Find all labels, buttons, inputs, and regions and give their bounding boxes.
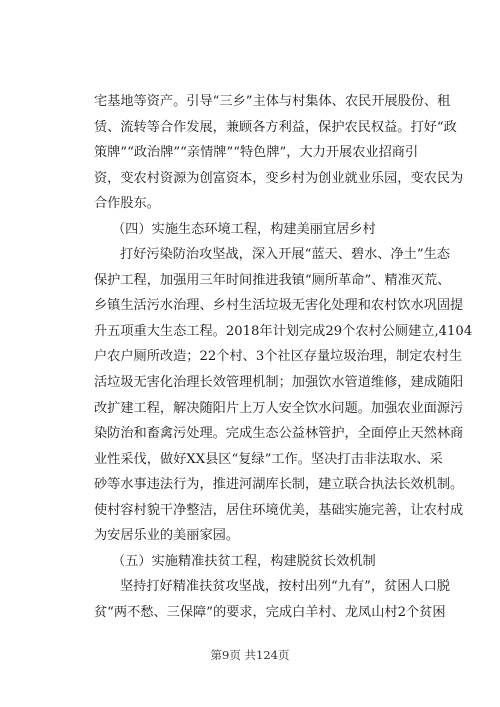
- document-body: [94, 89, 473, 625]
- text-line: 改扩建工程，解决随阳片上万人安全饮水问题。加强农业面源污: [94, 400, 464, 416]
- text-line: 合作股东。: [94, 196, 160, 212]
- text-line: 贫“两不愁、三保障”的要求，完成白羊村、龙凤山村2个贫困: [94, 604, 446, 620]
- section-heading: （五）实施精准扶贫工程，构建脱贫长效机制: [112, 553, 376, 569]
- text-line: 升五项重大生态工程。2018年计划完成29个农村公厕建立,4104: [94, 323, 473, 339]
- text-line: 户农户厕所改造；22个村、3个社区存量垃圾治理，制定农村生: [94, 349, 463, 365]
- text-line: 砂等水事违法行为，推进河湖库长制，建立联合执法长效机制。: [94, 477, 464, 493]
- text-line: 策牌”“政治牌”“亲情牌”“特色牌”，大力开展农业招商引: [94, 145, 419, 161]
- text-line: 资，变农村资源为创富资本，变乡村为创业就业乐园，变农民为: [94, 170, 464, 186]
- text-line: 赁、流转等合作发展，兼顾各方利益，保护农民权益。打好“政: [94, 119, 457, 135]
- text-line: 染防治和畜禽污处理。完成生态公益林管护，全面停止天然林商: [94, 426, 464, 442]
- text-line: 宅基地等资产。引导“三乡”主体与村集体、农民开展股份、租: [94, 94, 451, 109]
- section-heading: （四）实施生态环境工程，构建美丽宜居乡村: [112, 221, 376, 237]
- page-footer: 第9页 共124页: [210, 648, 290, 662]
- text-line: 为安居乐业的美丽家园。: [94, 528, 240, 544]
- text-line: 使村容村貌干净整洁，居住环境优美，基础实施完善，让农村成: [94, 502, 464, 518]
- text-line: 业性采伐，做好XX县区“复绿”工作。坚决打击非法取水、采: [94, 451, 443, 467]
- text-line: 乡镇生活污水治理、乡村生活垃圾无害化处理和农村饮水巩固提: [94, 298, 464, 314]
- text-line: 活垃圾无害化治理长效管理机制；加强饮水管道维修，建成随阳: [94, 375, 464, 391]
- text-line: 保护工程，加强用三年时间推进我镇“厕所革命”、精准灭荒、: [94, 272, 451, 288]
- text-line: 坚持打好精准扶贫攻坚战，按村出列“九有”，贫困人口脱: [120, 579, 450, 595]
- text-line: 打好污染防治攻坚战，深入开展“蓝天、碧水、净土”生态: [120, 247, 450, 263]
